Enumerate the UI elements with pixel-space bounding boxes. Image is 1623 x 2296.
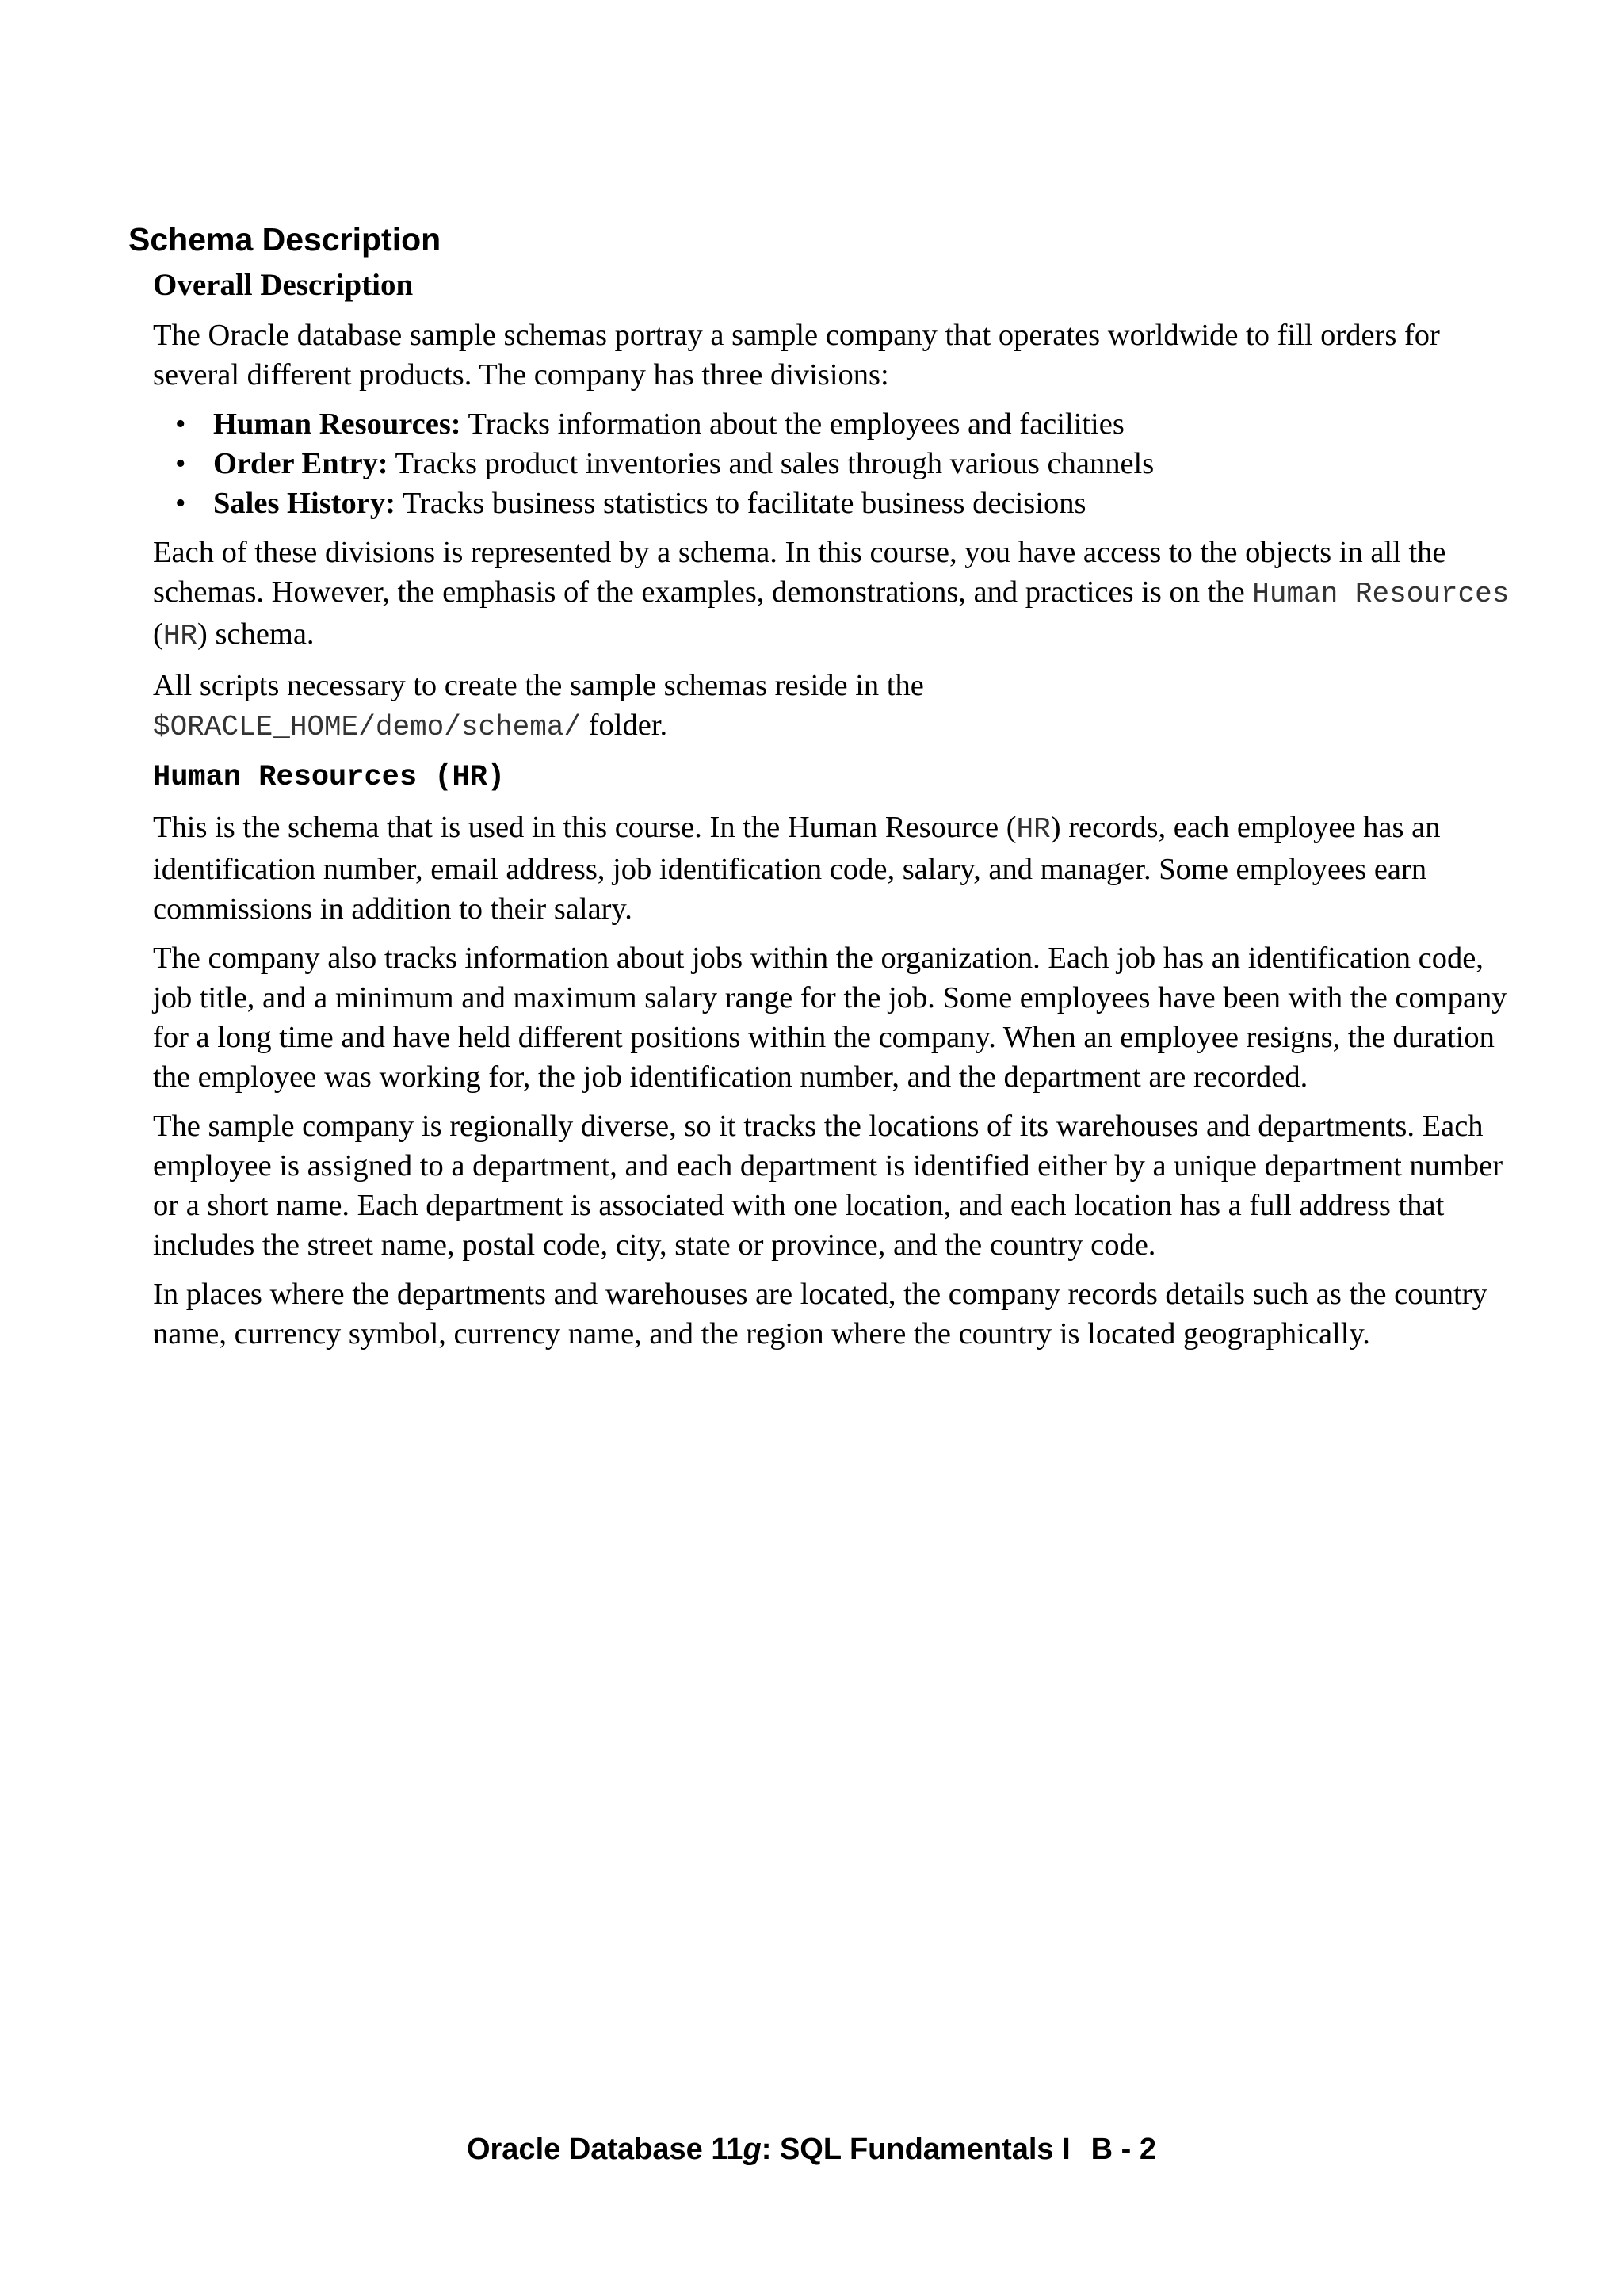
list-item xyxy=(175,444,1516,483)
division-description: Tracks business statistics to facilitate business decisions xyxy=(395,487,1086,520)
list-item xyxy=(175,404,1516,444)
paragraph-text: All scripts necessary to create the sample schemas reside in the xyxy=(153,669,924,702)
division-name: Human Resources: xyxy=(213,407,461,441)
list-item xyxy=(175,483,1516,523)
document-body xyxy=(153,265,1516,1363)
countries-paragraph: In places where the departments and warehouses are located, the company records details such as the country name, currency symbol, currency name, and the region where the country is located geographically. xyxy=(153,1278,1487,1350)
bullet-icon: • xyxy=(175,447,186,480)
paragraph-text: ) records, each employee has an identification number, email address, job identification code, salary, and manager. Some employees earn commissions in addition to their salary. xyxy=(153,811,1441,926)
code-hr: HR xyxy=(1016,813,1051,846)
overall-intro-paragraph: The Oracle database sample schemas portray a sample company that operates worldwide to fill orders for several different products. The company has three divisions: xyxy=(153,319,1440,392)
page-number: B - 2 xyxy=(1090,2133,1157,2166)
code-hr: HR xyxy=(162,620,198,652)
code-human-resources: Human Resources xyxy=(1252,578,1510,610)
section-title: Schema Description xyxy=(128,221,441,258)
paragraph-text: Each of these divisions is represented by a schema. In this course, you have access to the objects in all the schemas. However, the emphasis of the examples, demonstrations, and practices is on the xyxy=(153,536,1446,609)
schemas-access-paragraph xyxy=(153,533,1516,656)
jobs-paragraph: The company also tracks information about jobs within the organization. Each job has an identification code, job title, and a minimum and maximum salary range for the job. Some employees have been with the company for a long time and have held different positions within the company. When an employee resigns, the duration the employee was working for, the job identification number, and the department are recorded. xyxy=(153,942,1507,1094)
paragraph-text: ( xyxy=(153,617,163,651)
paragraph-text: ) schema. xyxy=(197,617,315,651)
overall-description-heading: Overall Description xyxy=(153,268,414,302)
scripts-location-paragraph xyxy=(153,666,1516,747)
hr-schema-paragraph xyxy=(153,808,1516,929)
human-resources-heading: Human Resources (HR) xyxy=(153,761,506,794)
footer-title-g: g xyxy=(743,2133,762,2166)
locations-paragraph: The sample company is regionally diverse, so it tracks the locations of its warehouses and departments. Each employee is assigned to a department, and each department is identified either by a unique department number or a short name. Each department is associated with one location, and each location has a full address that includes the street name, postal code, city, state or province, and the country code. xyxy=(153,1110,1503,1262)
footer-title-prefix: Oracle Database 11 xyxy=(466,2133,743,2166)
page-footer xyxy=(0,2130,1623,2168)
footer-title-suffix: : SQL Fundamentals I xyxy=(761,2133,1071,2166)
bullet-icon: • xyxy=(175,407,186,441)
code-schema-path: $ORACLE_HOME/demo/schema/ xyxy=(153,711,582,743)
divisions-list xyxy=(153,404,1516,523)
division-name: Sales History: xyxy=(213,487,395,520)
bullet-icon: • xyxy=(175,487,186,520)
division-name: Order Entry: xyxy=(213,447,388,480)
division-description: Tracks product inventories and sales through various channels xyxy=(388,447,1155,480)
paragraph-text: This is the schema that is used in this course. In the Human Resource ( xyxy=(153,811,1017,844)
paragraph-text: folder. xyxy=(581,709,668,742)
division-description: Tracks information about the employees and facilities xyxy=(460,407,1125,441)
